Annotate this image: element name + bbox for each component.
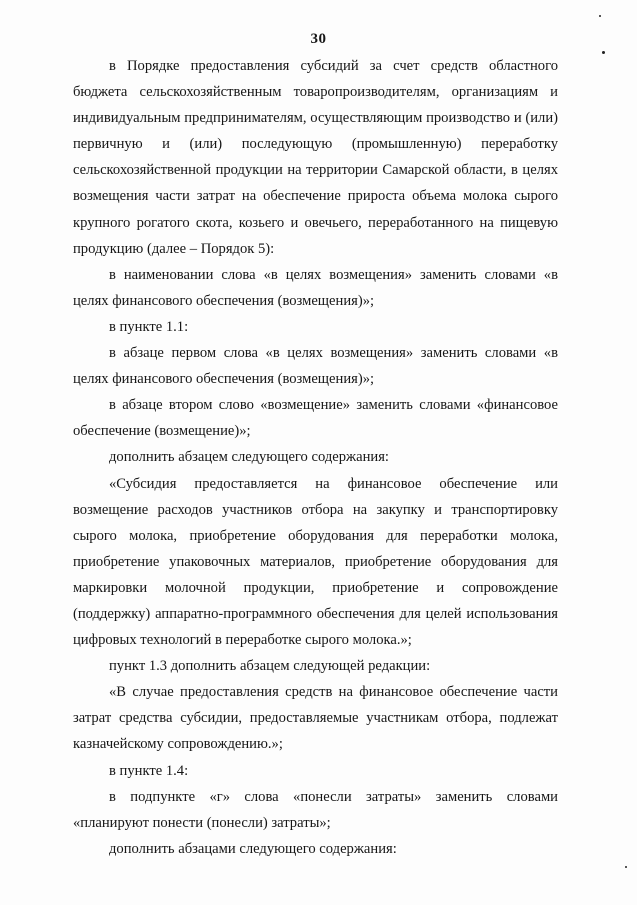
paragraph-subpoint-g: в подпункте «г» слова «понесли затраты» заменить словами «планируют понести (понесли) затраты»; (73, 788, 558, 831)
paragraph-subsidy-quote: «Субсидия предоставляется на финансовое обеспечение или возмещение расходов участников отбора на закупку и транспортировку сырого молока, приобретение оборудования для переработки молока, приобретение упаковочных материалов, приобретение оборудования для маркировки молочной продукции, приобретение и сопровождение (поддержку) аппаратно-программного обеспечения для целей использования цифровых технологий в переработке сырого молока.»; (73, 475, 558, 649)
paragraph-title-amendment: в наименовании слова «в целях возмещения» заменить словами «в целях финансового обеспечения (возмещения)»; (73, 266, 558, 309)
paragraph-add-abzacy: дополнить абзацами следующего содержания: (109, 840, 397, 857)
paragraph-second-abzac: в абзаце втором слово «возмещение» заменить словами «финансовое обеспечение (возмещение)»; (73, 397, 558, 440)
scan-speck (602, 51, 605, 54)
page-number: 30 (310, 31, 327, 47)
paragraph-add-abzac: дополнить абзацем следующего содержания: (109, 449, 389, 466)
paragraph-point-1-4: в пункте 1.4: (109, 762, 189, 779)
scan-speck (625, 866, 627, 868)
paragraph-point-1-1: в пункте 1.1: (109, 318, 189, 335)
paragraph-first-abzac: в абзаце первом слова «в целях возмещения» заменить словами «в целях финансового обеспечения (возмещения)»; (73, 345, 558, 388)
scan-speck (599, 15, 601, 17)
paragraph-procedure-intro: в Порядке предоставления субсидий за счет средств областного бюджета сельскохозяйственным товаропроизводителям, организациям и индивидуальным предпринимателям, осуществляющим производство и (или) первичную и (или) последующую (промышленную) переработку сельскохозяйственной продукции на территории Самарской области, в целях возмещения части затрат на обеспечение прироста объема молока сырого крупного рогатого скота, козьего и овечьего, переработанного на пищевую продукцию (далее – Порядок 5): (73, 58, 558, 257)
paragraph-treasury-quote: «В случае предоставления средств на финансовое обеспечение части затрат средства субсидии, предоставляемые участникам отбора, подлежат казначейскому сопровождению.»; (73, 684, 558, 753)
document-body (73, 53, 558, 862)
paragraph-point-1-3: пункт 1.3 дополнить абзацем следующей редакции: (109, 658, 431, 675)
